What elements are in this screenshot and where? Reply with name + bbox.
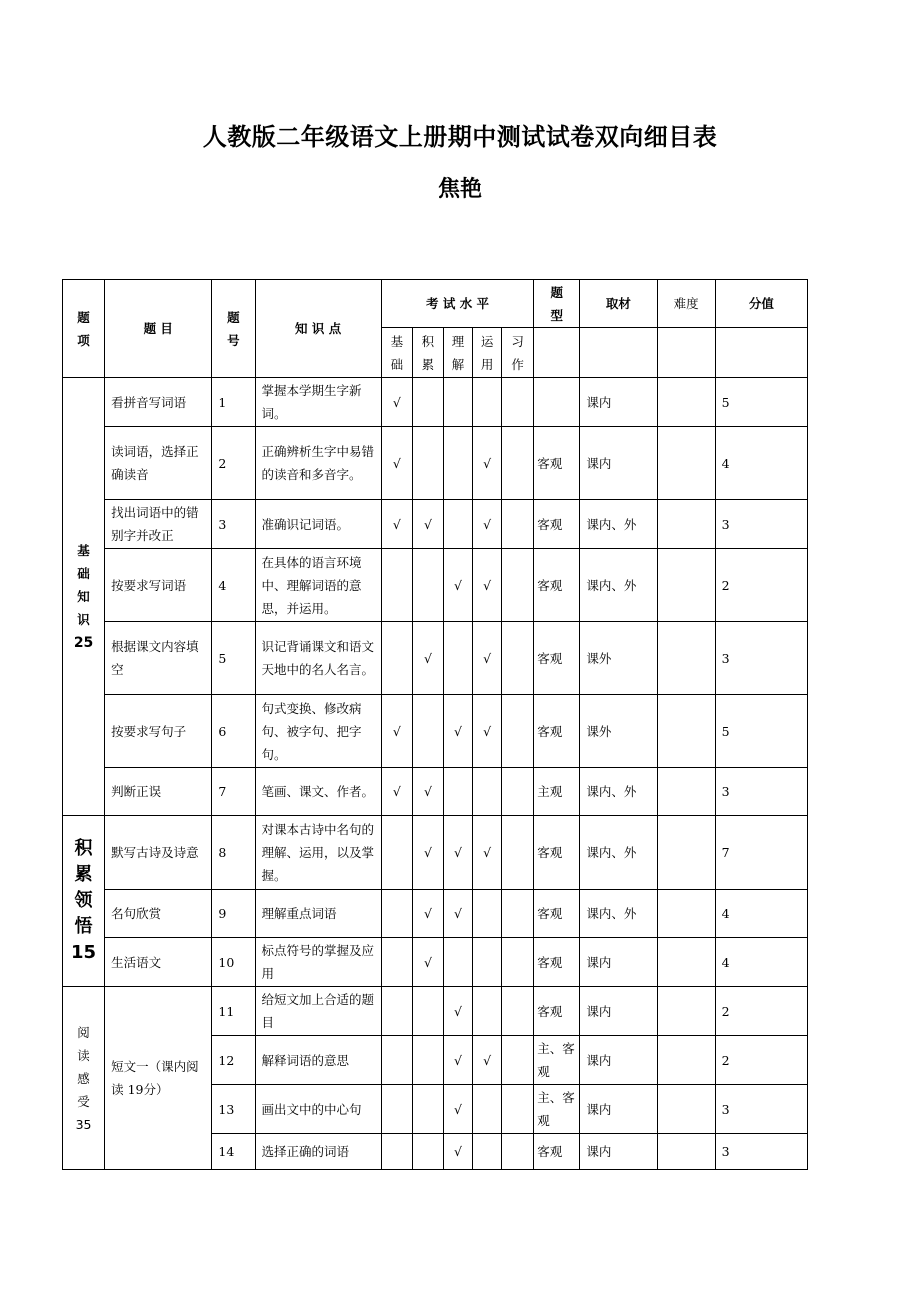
score-cell: 4 [715, 890, 807, 938]
item-cell: 读词语，选择正确读音 [105, 427, 212, 500]
level-writing-cell [502, 549, 534, 622]
spec-table [62, 279, 808, 1170]
header-section: 题项 [63, 280, 105, 378]
type-cell: 客观 [534, 816, 580, 890]
number-cell: 12 [212, 1036, 255, 1085]
level-basic-cell [381, 890, 412, 938]
level-understand-cell: √ [443, 1036, 472, 1085]
score-cell: 3 [715, 1134, 807, 1170]
difficulty-cell [657, 622, 715, 695]
difficulty-cell [657, 1036, 715, 1085]
score-cell: 4 [715, 938, 807, 987]
level-apply-cell: √ [473, 427, 502, 500]
number-cell: 7 [212, 768, 255, 816]
source-cell: 课外 [580, 622, 657, 695]
header-source: 取材 [580, 280, 657, 328]
score-cell: 4 [715, 427, 807, 500]
level-accumulate-cell: √ [412, 500, 443, 549]
difficulty-cell [657, 768, 715, 816]
item-cell: 默写古诗及诗意 [105, 816, 212, 890]
level-apply-cell [473, 378, 502, 427]
header-number: 题号 [212, 280, 255, 378]
score-cell: 7 [715, 816, 807, 890]
number-cell: 8 [212, 816, 255, 890]
level-accumulate-cell [412, 1134, 443, 1170]
level-understand-cell: √ [443, 987, 472, 1036]
level-basic-cell [381, 549, 412, 622]
type-cell: 客观 [534, 500, 580, 549]
level-basic-cell: √ [381, 427, 412, 500]
table-row [63, 427, 808, 500]
difficulty-cell [657, 1085, 715, 1134]
knowledge-cell: 正确辨析生字中易错的读音和多音字。 [255, 427, 381, 500]
type-cell: 客观 [534, 622, 580, 695]
level-understand-cell: √ [443, 890, 472, 938]
level-writing-cell [502, 816, 534, 890]
level-apply-cell: √ [473, 816, 502, 890]
number-cell: 1 [212, 378, 255, 427]
table-row [63, 378, 808, 427]
header-level-understand: 理解 [443, 328, 472, 378]
level-accumulate-cell [412, 378, 443, 427]
knowledge-cell: 标点符号的掌握及应用 [255, 938, 381, 987]
score-cell: 2 [715, 549, 807, 622]
section-accumulation: 积累领悟 15 [63, 816, 105, 987]
knowledge-cell: 句式变换、修改病句、被字句、把字句。 [255, 695, 381, 768]
number-cell: 5 [212, 622, 255, 695]
level-basic-cell: √ [381, 500, 412, 549]
level-basic-cell [381, 987, 412, 1036]
header-empty [715, 328, 807, 378]
header-row-1 [63, 280, 808, 328]
item-cell: 生活语文 [105, 938, 212, 987]
score-cell: 3 [715, 500, 807, 549]
level-basic-cell [381, 938, 412, 987]
level-understand-cell: √ [443, 1134, 472, 1170]
level-understand-cell [443, 427, 472, 500]
level-writing-cell [502, 1085, 534, 1134]
level-apply-cell [473, 1134, 502, 1170]
knowledge-cell: 画出文中的中心句 [255, 1085, 381, 1134]
level-writing-cell [502, 622, 534, 695]
score-cell: 5 [715, 695, 807, 768]
level-understand-cell [443, 500, 472, 549]
source-cell: 课内 [580, 1134, 657, 1170]
item-cell: 根据课文内容填空 [105, 622, 212, 695]
level-understand-cell [443, 622, 472, 695]
level-understand-cell: √ [443, 695, 472, 768]
table-row [63, 938, 808, 987]
type-cell: 客观 [534, 427, 580, 500]
level-accumulate-cell: √ [412, 890, 443, 938]
difficulty-cell [657, 1134, 715, 1170]
table-row [63, 816, 808, 890]
score-cell: 2 [715, 987, 807, 1036]
level-basic-cell: √ [381, 378, 412, 427]
difficulty-cell [657, 378, 715, 427]
header-empty [657, 328, 715, 378]
number-cell: 3 [212, 500, 255, 549]
level-apply-cell [473, 768, 502, 816]
level-writing-cell [502, 938, 534, 987]
difficulty-cell [657, 695, 715, 768]
source-cell: 课内、外 [580, 816, 657, 890]
knowledge-cell: 在具体的语言环境中、理解词语的意思，并运用。 [255, 549, 381, 622]
header-level-basic: 基础 [381, 328, 412, 378]
difficulty-cell [657, 890, 715, 938]
level-apply-cell: √ [473, 622, 502, 695]
difficulty-cell [657, 500, 715, 549]
type-cell: 客观 [534, 890, 580, 938]
header-empty [534, 328, 580, 378]
source-cell: 课内、外 [580, 549, 657, 622]
difficulty-cell [657, 938, 715, 987]
level-apply-cell: √ [473, 500, 502, 549]
level-accumulate-cell [412, 549, 443, 622]
source-cell: 课内 [580, 938, 657, 987]
level-basic-cell [381, 1036, 412, 1085]
knowledge-cell: 对课本古诗中名句的理解、运用，以及掌握。 [255, 816, 381, 890]
item-cell: 找出词语中的错别字并改正 [105, 500, 212, 549]
level-writing-cell [502, 1134, 534, 1170]
knowledge-cell: 笔画、课文、作者。 [255, 768, 381, 816]
type-cell: 主、客观 [534, 1085, 580, 1134]
level-apply-cell [473, 938, 502, 987]
level-accumulate-cell [412, 427, 443, 500]
type-cell: 客观 [534, 938, 580, 987]
knowledge-cell: 给短文加上合适的题目 [255, 987, 381, 1036]
source-cell: 课内 [580, 1085, 657, 1134]
level-apply-cell [473, 890, 502, 938]
document-author: 焦艳 [437, 177, 482, 202]
level-understand-cell [443, 768, 472, 816]
table-row [63, 622, 808, 695]
knowledge-cell: 识记背诵课文和语文天地中的名人名言。 [255, 622, 381, 695]
item-cell: 按要求写词语 [105, 549, 212, 622]
level-accumulate-cell [412, 1085, 443, 1134]
level-basic-cell [381, 1134, 412, 1170]
number-cell: 2 [212, 427, 255, 500]
level-writing-cell [502, 1036, 534, 1085]
level-basic-cell [381, 622, 412, 695]
knowledge-cell: 掌握本学期生字新词。 [255, 378, 381, 427]
level-apply-cell [473, 1085, 502, 1134]
level-writing-cell [502, 695, 534, 768]
level-accumulate-cell: √ [412, 768, 443, 816]
level-understand-cell: √ [443, 816, 472, 890]
knowledge-cell: 选择正确的词语 [255, 1134, 381, 1170]
header-score: 分值 [715, 280, 807, 328]
score-cell: 3 [715, 622, 807, 695]
level-writing-cell [502, 987, 534, 1036]
reading-item-cell: 短文一（课内阅读 19分） [105, 987, 212, 1170]
number-cell: 9 [212, 890, 255, 938]
level-basic-cell: √ [381, 768, 412, 816]
level-writing-cell [502, 378, 534, 427]
number-cell: 10 [212, 938, 255, 987]
document-title: 人教版二年级语文上册期中测试试卷双向细目表 [202, 123, 718, 151]
source-cell: 课内、外 [580, 500, 657, 549]
level-understand-cell: √ [443, 1085, 472, 1134]
item-cell: 名句欣赏 [105, 890, 212, 938]
section-reading: 阅读感受 35 [63, 987, 105, 1170]
level-basic-cell [381, 1085, 412, 1134]
source-cell: 课内 [580, 987, 657, 1036]
section-basic-knowledge: 基础知识 25 [63, 378, 105, 816]
type-cell: 客观 [534, 987, 580, 1036]
level-apply-cell: √ [473, 1036, 502, 1085]
level-basic-cell: √ [381, 695, 412, 768]
level-apply-cell [473, 987, 502, 1036]
difficulty-cell [657, 549, 715, 622]
header-level-writing: 习作 [502, 328, 534, 378]
difficulty-cell [657, 816, 715, 890]
level-accumulate-cell: √ [412, 816, 443, 890]
knowledge-cell: 解释词语的意思 [255, 1036, 381, 1085]
table-row [63, 987, 808, 1036]
header-type: 题型 [534, 280, 580, 328]
number-cell: 6 [212, 695, 255, 768]
level-understand-cell [443, 938, 472, 987]
level-apply-cell: √ [473, 549, 502, 622]
score-cell: 3 [715, 1085, 807, 1134]
type-cell: 客观 [534, 549, 580, 622]
type-cell: 客观 [534, 1134, 580, 1170]
source-cell: 课内 [580, 1036, 657, 1085]
number-cell: 11 [212, 987, 255, 1036]
header-level-apply: 运用 [473, 328, 502, 378]
level-accumulate-cell [412, 987, 443, 1036]
level-writing-cell [502, 427, 534, 500]
difficulty-cell [657, 427, 715, 500]
table-row [63, 695, 808, 768]
source-cell: 课内、外 [580, 890, 657, 938]
header-level: 考 试 水 平 [381, 280, 533, 328]
table-row [63, 500, 808, 549]
type-cell: 主、客观 [534, 1036, 580, 1085]
number-cell: 13 [212, 1085, 255, 1134]
header-item: 题 目 [105, 280, 212, 378]
source-cell: 课外 [580, 695, 657, 768]
source-cell: 课内 [580, 427, 657, 500]
level-writing-cell [502, 768, 534, 816]
source-cell: 课内 [580, 378, 657, 427]
level-writing-cell [502, 500, 534, 549]
level-accumulate-cell [412, 1036, 443, 1085]
source-cell: 课内、外 [580, 768, 657, 816]
table-row [63, 890, 808, 938]
score-cell: 2 [715, 1036, 807, 1085]
knowledge-cell: 准确识记词语。 [255, 500, 381, 549]
type-cell: 客观 [534, 695, 580, 768]
type-cell: 主观 [534, 768, 580, 816]
table-row [63, 768, 808, 816]
level-understand-cell: √ [443, 549, 472, 622]
number-cell: 14 [212, 1134, 255, 1170]
difficulty-cell [657, 987, 715, 1036]
header-empty [580, 328, 657, 378]
item-cell: 判断正误 [105, 768, 212, 816]
level-accumulate-cell: √ [412, 938, 443, 987]
knowledge-cell: 理解重点词语 [255, 890, 381, 938]
level-basic-cell [381, 816, 412, 890]
level-writing-cell [502, 890, 534, 938]
level-understand-cell [443, 378, 472, 427]
level-accumulate-cell [412, 695, 443, 768]
header-difficulty: 难度 [657, 280, 715, 328]
item-cell: 看拼音写词语 [105, 378, 212, 427]
header-knowledge: 知 识 点 [255, 280, 381, 378]
item-cell: 按要求写句子 [105, 695, 212, 768]
type-cell [534, 378, 580, 427]
header-level-accumulate: 积累 [412, 328, 443, 378]
level-apply-cell: √ [473, 695, 502, 768]
score-cell: 3 [715, 768, 807, 816]
table-row [63, 549, 808, 622]
number-cell: 4 [212, 549, 255, 622]
score-cell: 5 [715, 378, 807, 427]
level-accumulate-cell: √ [412, 622, 443, 695]
